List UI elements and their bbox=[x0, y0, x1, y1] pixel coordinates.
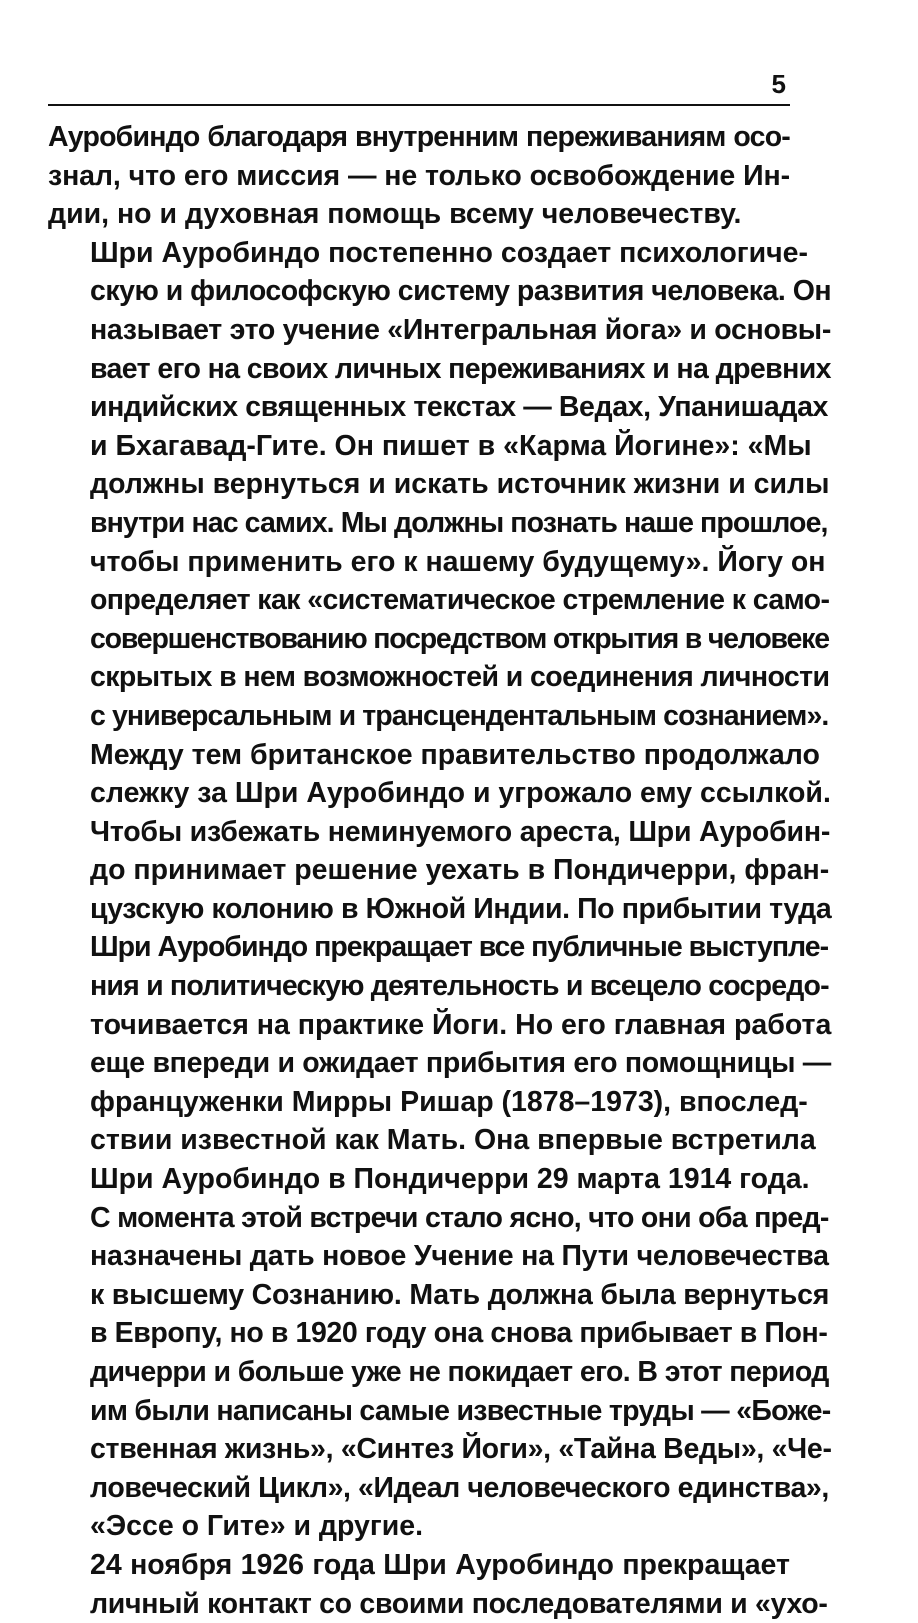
text-line: с универсальным и трансцендентальным сознанием». bbox=[90, 699, 829, 732]
text-line: ствии известной как Мать. Она впервые встретила bbox=[90, 1124, 816, 1157]
page-number: 5 bbox=[771, 69, 786, 99]
text-line: индийских священных текстах — Ведах, Упанишадах bbox=[90, 391, 828, 424]
text-line: личный контакт со своими последователями и «ухо- bbox=[90, 1587, 828, 1620]
text-line: Ауробиндо благодаря внутренним переживаниям осо- bbox=[48, 121, 790, 153]
text-line: знал, что его миссия — не только освобождение Ин- bbox=[48, 159, 790, 192]
text-line: к высшему Сознанию. Мать должна была вернуться bbox=[90, 1278, 830, 1311]
text-line: внутри нас самих. Мы должны познать наше прошлое, bbox=[90, 506, 828, 539]
text-line: и Бхагавад-Гите. Он пишет в «Карма Йогине»: «Мы bbox=[90, 429, 812, 462]
text-line: ловеческий Цикл», «Идеал человеческого единства», bbox=[90, 1471, 829, 1504]
text-line: Чтобы избежать неминуемого ареста, Шри Ауробин- bbox=[90, 815, 831, 848]
text-line: дии, но и духовная помощь всему человечеству. bbox=[48, 198, 742, 231]
text-line: Шри Ауробиндо в Пондичерри 29 марта 1914 года. bbox=[90, 1163, 810, 1196]
text-line: француженки Мирры Ришар (1878–1973), впослед- bbox=[90, 1085, 808, 1118]
text-line: в Европу, но в 1920 году она снова прибывает в Пон- bbox=[90, 1317, 828, 1350]
text-line: совершенствованию посредством открытия в человеке bbox=[90, 622, 829, 655]
text-line: Шри Ауробиндо постепенно создает психологиче- bbox=[90, 236, 809, 269]
paragraph bbox=[48, 234, 832, 736]
text-line: им были написаны самые известные труды — «Боже- bbox=[90, 1394, 831, 1427]
paragraph bbox=[48, 736, 832, 1546]
text-line: 24 ноября 1926 года Шри Ауробиндо прекращает bbox=[90, 1548, 790, 1581]
text-line: Между тем британское правительство продолжало bbox=[90, 738, 820, 771]
text-line: дичерри и больше уже не покидает его. В этот период bbox=[90, 1356, 829, 1388]
text-line: точивается на практике Йоги. Но его главная работа bbox=[90, 1008, 832, 1041]
text-line: скую и философскую систему развития человека. Он bbox=[90, 275, 832, 308]
text-line: С момента этой встречи стало ясно, что они оба пред- bbox=[90, 1201, 829, 1234]
text-line: чтобы применить его к нашему будущему». Йогу он bbox=[90, 545, 826, 578]
text-line: называет это учение «Интегральная йога» и основы- bbox=[90, 313, 832, 346]
text-line: скрытых в нем возможностей и соединения личности bbox=[90, 661, 830, 694]
page-header bbox=[48, 68, 790, 106]
paragraph bbox=[48, 1546, 828, 1623]
text-line: ния и политическую деятельность и всецело сосредо- bbox=[90, 970, 829, 1003]
body-text bbox=[48, 118, 832, 1623]
text-line: назначены дать новое Учение на Пути человечества bbox=[90, 1240, 829, 1273]
text-line: до принимает решение уехать в Пондичерри, фран- bbox=[90, 854, 830, 887]
text-line: должны вернуться и искать источник жизни и силы bbox=[90, 468, 830, 501]
text-line: Шри Ауробиндо прекращает все публичные выступле- bbox=[90, 931, 829, 964]
text-line: еще впереди и ожидает прибытия его помощницы — bbox=[90, 1047, 831, 1080]
text-line: цузскую колонию в Южной Индии. По прибытии туда bbox=[90, 892, 832, 925]
text-line: слежку за Шри Ауробиндо и угрожало ему ссылкой. bbox=[90, 777, 831, 810]
text-line: вает его на своих личных переживаниях и на древних bbox=[90, 352, 831, 385]
text-line: определяет как «систематическое стремление к само- bbox=[90, 584, 830, 617]
paragraph bbox=[48, 118, 790, 234]
text-line: «Эссе о Гите» и другие. bbox=[90, 1510, 424, 1543]
text-line: ственная жизнь», «Синтез Йоги», «Тайна Веды», «Че- bbox=[90, 1433, 832, 1466]
